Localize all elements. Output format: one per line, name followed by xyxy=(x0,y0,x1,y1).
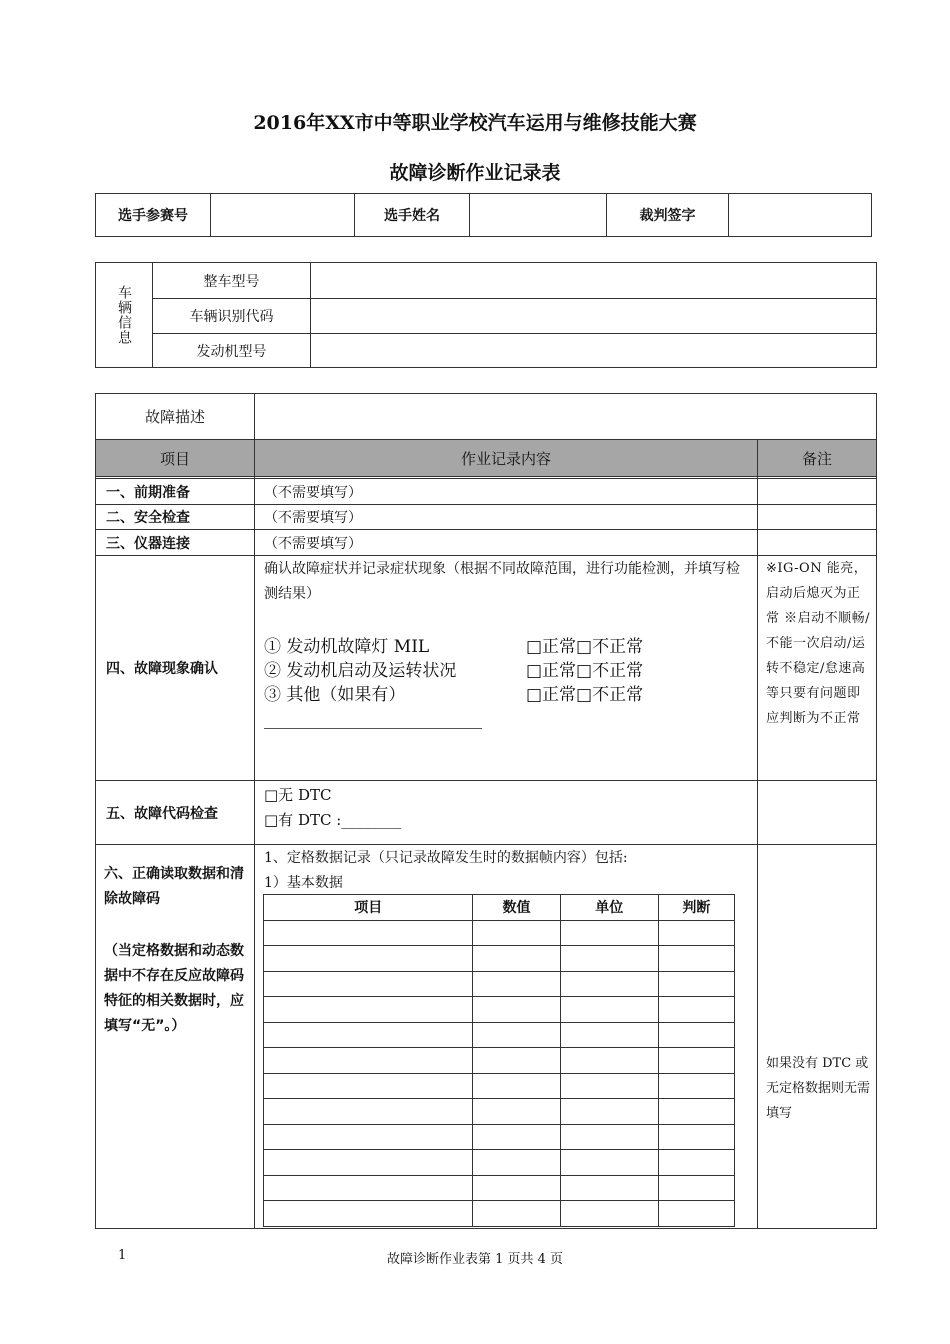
vehicle-info-table xyxy=(95,262,877,368)
contestant-name-field[interactable] xyxy=(470,194,606,236)
table-header-item: 项目 xyxy=(264,895,473,921)
document-title: 2016年XX市中等职业学校汽车运用与维修技能大赛 xyxy=(253,112,697,134)
step-preparation-content: （不需要填写） xyxy=(264,484,362,501)
data-read-note: 如果没有 DTC 或无定格数据则无需填写 xyxy=(766,1056,871,1121)
engine-model-label: 发动机型号 xyxy=(196,343,267,360)
basic-data-table xyxy=(263,894,735,1227)
step-symptom-confirm-label: 四、故障现象确认 xyxy=(106,661,218,677)
table-row[interactable] xyxy=(264,1048,735,1074)
vin-field[interactable] xyxy=(311,299,876,333)
document-subtitle: 故障诊断作业记录表 xyxy=(389,162,561,184)
step-preparation-label: 一、前期准备 xyxy=(106,484,190,501)
dtc-present-option[interactable]: □有 DTC :________ xyxy=(264,811,402,829)
footer-text: 故障诊断作业表第 1 页共 4 页 xyxy=(386,1252,564,1267)
step-dtc-check-label: 五、故障代码检查 xyxy=(106,805,218,822)
basic-data-line: 1）基本数据 xyxy=(264,875,343,891)
table-header-judgement: 判断 xyxy=(658,895,734,921)
step-data-read-label: 六、正确读取数据和清除故障码 xyxy=(104,866,244,907)
symptom-other-blank-line[interactable] xyxy=(264,727,482,729)
table-row[interactable] xyxy=(264,1099,735,1125)
symptom-engine-start-options[interactable]: □正常□不正常 xyxy=(526,661,644,681)
column-header-content: 作业记录内容 xyxy=(460,449,551,468)
engine-model-field[interactable] xyxy=(311,334,876,367)
freeze-frame-line: 1、定格数据记录（只记录故障发生时的数据帧内容）包括: xyxy=(264,850,628,866)
step-instrument-connection-content: （不需要填写） xyxy=(264,535,362,552)
symptom-item-other: ③ 其他（如果有） xyxy=(264,685,406,705)
dtc-none-option[interactable]: □无 DTC xyxy=(264,786,332,804)
contestant-number-field[interactable] xyxy=(211,194,354,236)
step-data-read-sublabel: （当定格数据和动态数据中不存在反应故障码特征的相关数据时，应填写“无”。） xyxy=(104,943,244,1034)
table-row[interactable] xyxy=(264,1201,735,1227)
table-row[interactable] xyxy=(264,971,735,997)
table-row[interactable] xyxy=(264,1175,735,1201)
table-row[interactable] xyxy=(264,920,735,946)
step-safety-check-content: （不需要填写） xyxy=(264,510,362,526)
symptom-intro-text: 确认故障症状并记录症状现象（根据不同故障范围，进行功能检测，并填写检测结果） xyxy=(264,561,740,602)
contestant-number-label: 选手参赛号 xyxy=(118,208,188,224)
contestant-table xyxy=(95,193,872,237)
fault-description-label: 故障描述 xyxy=(144,408,205,426)
step-instrument-connection-label: 三、仪器连接 xyxy=(106,535,190,552)
vehicle-model-field[interactable] xyxy=(311,263,876,298)
symptom-mil-options[interactable]: □正常□不正常 xyxy=(526,637,644,657)
table-row[interactable] xyxy=(264,1150,735,1176)
contestant-name-label: 选手姓名 xyxy=(384,208,440,224)
column-header-note: 备注 xyxy=(801,449,832,468)
table-header-unit: 单位 xyxy=(560,895,658,921)
table-row[interactable] xyxy=(264,1124,735,1150)
table-row[interactable] xyxy=(264,946,735,972)
fault-description-field[interactable] xyxy=(255,394,876,439)
fault-diagnosis-table xyxy=(95,393,877,1229)
column-header-item: 项目 xyxy=(159,449,190,468)
step-safety-check-label: 二、安全检查 xyxy=(106,510,190,526)
symptom-other-options[interactable]: □正常□不正常 xyxy=(526,685,644,705)
judge-signature-label: 裁判签字 xyxy=(639,208,696,224)
table-header-value: 数值 xyxy=(473,895,560,921)
symptom-item-mil: ① 发动机故障灯 MIL xyxy=(264,637,430,657)
symptom-item-engine-start: ② 发动机启动及运转状况 xyxy=(264,661,457,681)
vin-label: 车辆识别代码 xyxy=(189,309,274,325)
judge-signature-field[interactable] xyxy=(729,194,871,236)
table-row[interactable] xyxy=(264,1022,735,1048)
vehicle-info-group-label: 车辆信息 xyxy=(116,285,132,345)
footer-page-number: 1 xyxy=(118,1248,127,1263)
symptom-note: ※IG-ON 能亮，启动后熄灭为正常 ※启动不顺畅/不能一次启动/运转不稳定/怠速高等只要有问题即应判断为不正常 xyxy=(766,561,871,726)
vehicle-model-label: 整车型号 xyxy=(203,273,260,290)
table-row[interactable] xyxy=(264,1073,735,1099)
table-header-row xyxy=(264,895,735,921)
table-row[interactable] xyxy=(264,997,735,1023)
